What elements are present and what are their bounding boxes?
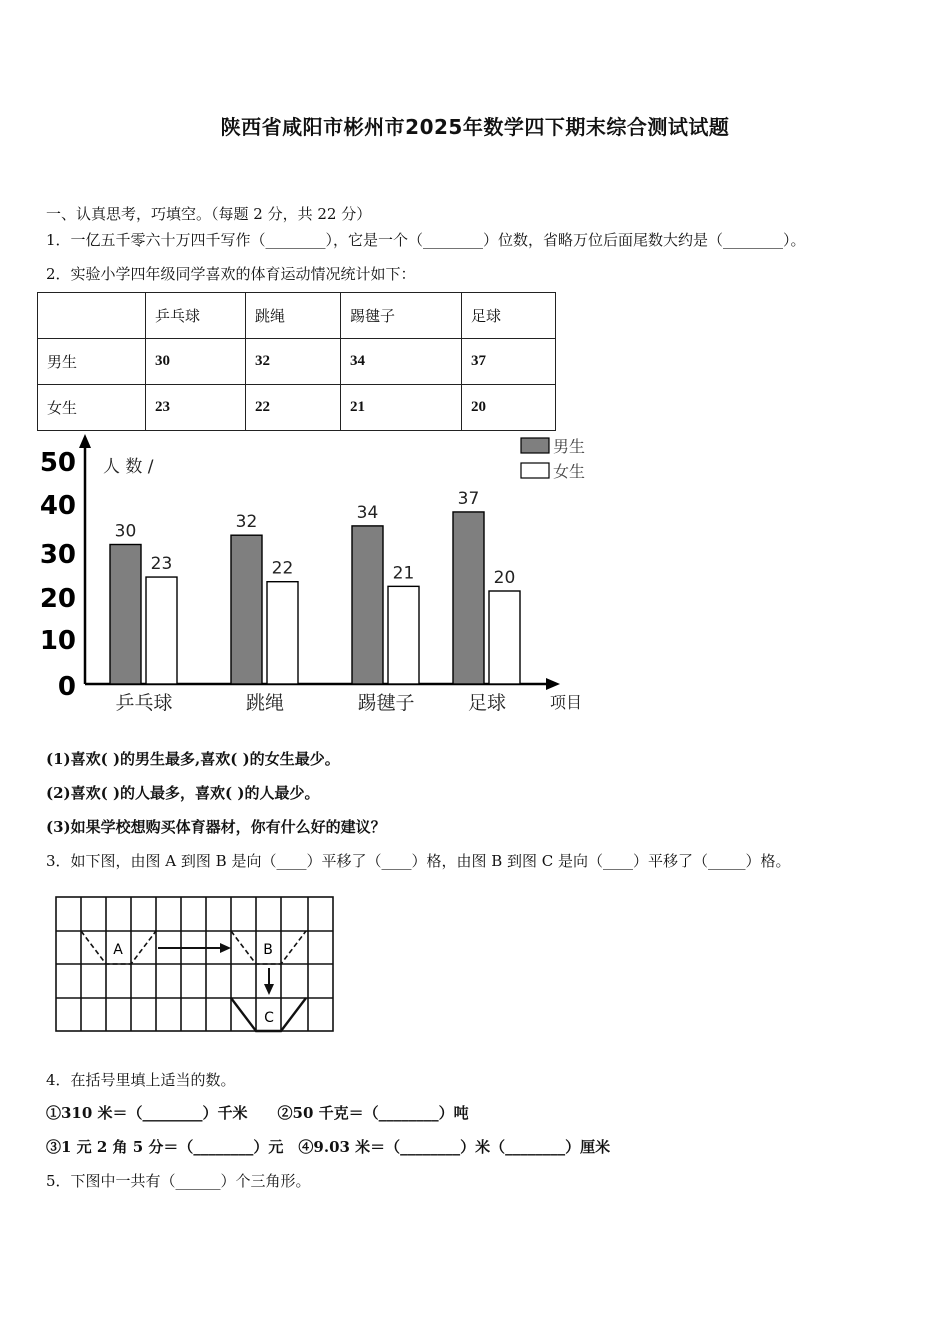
shape-label: A (113, 942, 123, 958)
stats-table (37, 292, 556, 431)
y-tick-label: 40 (39, 491, 76, 521)
bar-boys (453, 512, 484, 684)
table-row (38, 385, 556, 431)
y-tick-label: 20 (39, 584, 76, 614)
category-label: 足球 (467, 692, 507, 714)
category-label: 跳绳 (245, 692, 285, 714)
bar-girls (388, 586, 419, 684)
data-label: 30 (114, 521, 137, 542)
y-axis-label: 人 数 / (103, 457, 154, 477)
y-tick-label: 50 (39, 448, 76, 478)
shape-a (81, 931, 156, 964)
question-4-line2: ③1 元 2 角 5 分＝（________）元 ④9.03 米＝（________）米（________）厘米 (46, 1138, 611, 1156)
question-4-intro: 4．在括号里填上适当的数。 (46, 1071, 236, 1089)
shape-c (231, 998, 306, 1031)
arrow-b-to-c (264, 968, 274, 995)
table-header-cell: 乒乓球 (146, 293, 246, 339)
data-label: 21 (392, 563, 415, 584)
row-label: 女生 (38, 385, 146, 431)
bar-boys (231, 535, 262, 684)
table-cell: 30 (146, 339, 246, 385)
shape-label: C (264, 1010, 274, 1026)
question-3: 3．如下图，由图 A 到图 B 是向（____）平移了（____）格，由图 B 到图 C 是向（____）平移了（_____）格。 (46, 852, 791, 870)
question-2-intro: 2．实验小学四年级同学喜欢的体育运动情况统计如下： (46, 265, 416, 283)
table-cell: 37 (462, 339, 556, 385)
bar-boys (352, 526, 383, 684)
bar-girls (267, 582, 298, 684)
legend-swatch (521, 438, 549, 453)
translation-grid-figure (50, 892, 340, 1037)
table-header-cell: 跳绳 (246, 293, 341, 339)
table-cell: 34 (341, 339, 462, 385)
page-title: 陕西省咸阳市彬州市2025年数学四下期末综合测试试题 (220, 115, 730, 139)
table-cell: 23 (146, 385, 246, 431)
row-label: 男生 (38, 339, 146, 385)
data-label: 37 (457, 488, 480, 509)
question-4-line1: ①310 米＝（________）千米 ②50 千克＝（________）吨 (46, 1104, 469, 1122)
data-label: 22 (271, 558, 294, 579)
table-cell: 32 (246, 339, 341, 385)
shape-b (231, 931, 306, 964)
table-row (38, 339, 556, 385)
table-cell (38, 293, 146, 339)
arrow-a-to-b (158, 943, 231, 953)
bar-girls (146, 577, 177, 684)
category-label: 乒乓球 (115, 692, 173, 714)
x-axis-label: 项目 (550, 693, 583, 712)
question-1: 1．一亿五千零六十万四千写作（________），它是一个（________）位数，省略万位后面尾数大约是（________）。 (46, 231, 806, 249)
shape-label: B (263, 942, 273, 958)
category-label: 踢毽子 (357, 692, 415, 714)
y-tick-label: 10 (39, 626, 76, 656)
data-label: 20 (493, 568, 516, 588)
data-label: 23 (150, 554, 173, 575)
legend-label: 女生 (553, 462, 586, 481)
data-label: 34 (356, 502, 379, 523)
y-tick-label: 0 (57, 672, 76, 702)
table-header-cell: 踢毽子 (341, 293, 462, 339)
bar-boys (110, 545, 141, 685)
bar-chart (0, 430, 620, 730)
table-cell: 20 (462, 385, 556, 431)
y-tick-label: 30 (39, 540, 76, 570)
section-heading: 一、认真思考，巧填空。（每题 2 分，共 22 分） (46, 205, 372, 223)
table-header-cell: 足球 (462, 293, 556, 339)
question-5: 5．下图中一共有（______）个三角形。 (46, 1172, 311, 1190)
data-label: 32 (235, 512, 258, 533)
question-2-sub3: (3)如果学校想购买体育器材，你有什么好的建议？ (46, 818, 386, 836)
bar-girls (489, 591, 520, 684)
table-cell: 21 (341, 385, 462, 431)
table-header-row (38, 293, 556, 339)
legend-swatch (521, 463, 549, 478)
legend-label: 男生 (553, 437, 586, 456)
question-2-sub1: (1)喜欢( )的男生最多,喜欢( )的女生最少。 (46, 750, 340, 768)
table-cell: 22 (246, 385, 341, 431)
question-2-sub2: (2)喜欢( )的人最多，喜欢( )的人最少。 (46, 784, 320, 802)
